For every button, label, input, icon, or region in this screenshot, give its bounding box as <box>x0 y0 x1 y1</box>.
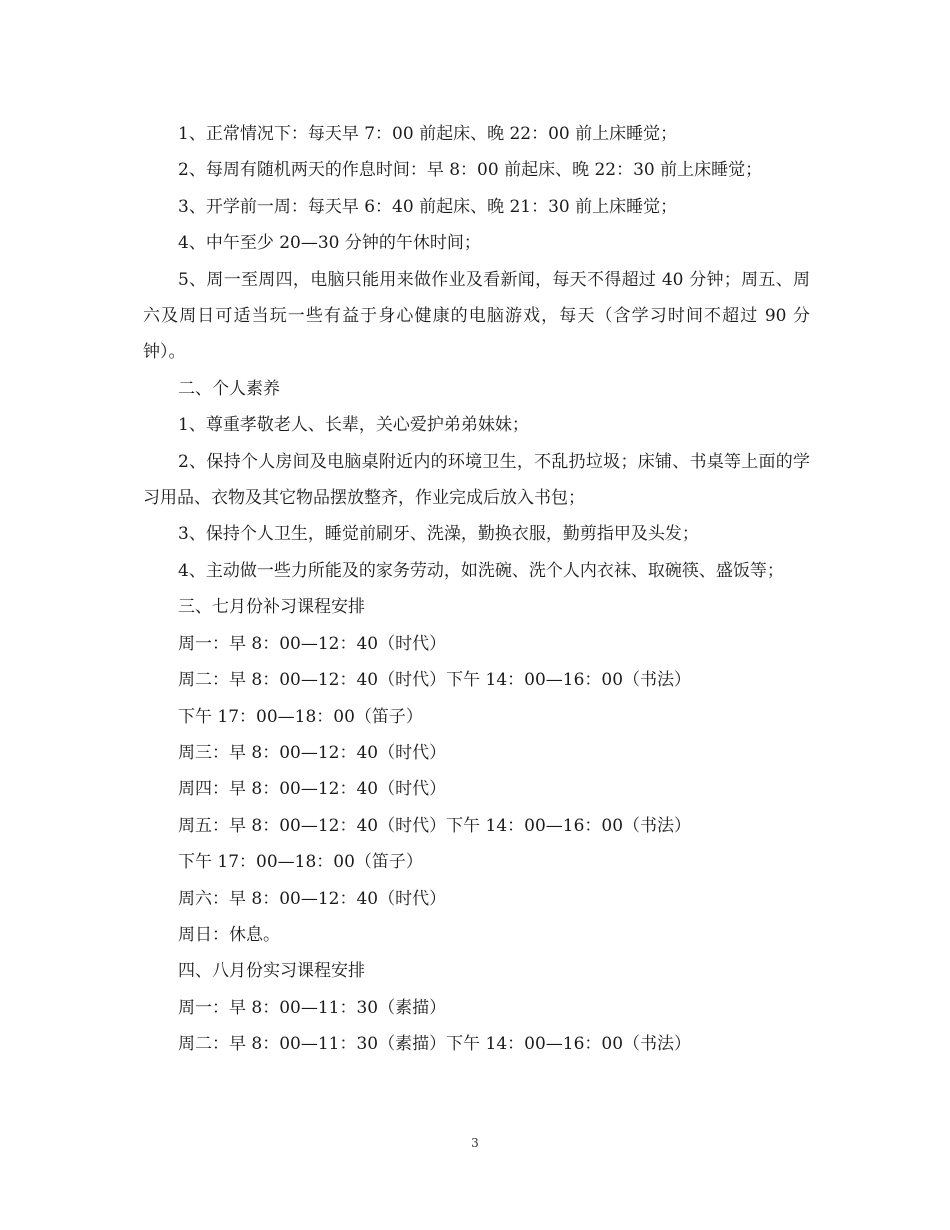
paragraph-nap-time: 4、中午至少 20—30 分钟的午休时间； <box>178 233 481 254</box>
schedule-line-july-sunday: 周日：休息。 <box>178 924 280 945</box>
schedule-line-august-tuesday: 周二：早 8：00—11：30（素描）下午 14：00—16：00（书法） <box>178 1034 692 1055</box>
paragraph-respect-elders: 1、尊重孝敬老人、长辈，关心爱护弟弟妹妹； <box>178 415 529 436</box>
paragraph-schedule-pre-school: 3、开学前一周：每天早 6：40 前起床、晚 21：30 前上床睡觉； <box>178 196 678 217</box>
schedule-line-july-thursday: 周四：早 8：00—12：40（时代） <box>178 779 447 800</box>
schedule-line-july-saturday: 周六：早 8：00—12：40（时代） <box>178 888 447 909</box>
schedule-line-july-tuesday-evening: 下午 17：00—18：00（笛子） <box>178 706 423 727</box>
schedule-line-july-tuesday: 周二：早 8：00—12：40（时代）下午 14：00—16：00（书法） <box>178 670 692 691</box>
document-body <box>143 116 810 1063</box>
page-number: 3 <box>471 1136 479 1150</box>
paragraph-schedule-normal: 1、正常情况下：每天早 7：00 前起床、晚 22：00 前上床睡觉； <box>178 124 678 144</box>
section-heading-august-courses: 四、八月份实习课程安排 <box>178 961 365 982</box>
paragraph-computer-rules: 5、周一至周四，电脑只能用来做作业及看新闻，每天不得超过 40 分钟；周五、周六及周日可适当玩一些有益于身心健康的电脑游戏，每天（含学习时间不超过 90 分钟）。 <box>143 269 810 363</box>
paragraph-personal-hygiene: 3、保持个人卫生，睡觉前刷牙、洗澡，勤换衣服，勤剪指甲及头发； <box>178 524 699 545</box>
section-heading-personal-quality: 二、个人素养 <box>178 378 280 399</box>
schedule-line-august-monday: 周一：早 8：00—11：30（素描） <box>178 997 447 1018</box>
schedule-line-july-friday: 周五：早 8：00—12：40（时代）下午 14：00—16：00（书法） <box>178 815 692 836</box>
paragraph-housework: 4、主动做一些力所能及的家务劳动，如洗碗、洗个人内衣袜、取碗筷、盛饭等； <box>178 560 784 581</box>
paragraph-schedule-random-days: 2、每周有随机两天的作息时间：早 8：00 前起床、晚 22：30 前上床睡觉； <box>178 160 763 181</box>
section-heading-july-courses: 三、七月份补习课程安排 <box>178 597 365 618</box>
schedule-line-july-wednesday: 周三：早 8：00—12：40（时代） <box>178 742 447 763</box>
schedule-line-july-friday-evening: 下午 17：00—18：00（笛子） <box>178 852 423 873</box>
schedule-line-july-monday: 周一：早 8：00—12：40（时代） <box>178 633 447 654</box>
paragraph-room-hygiene: 2、保持个人房间及电脑桌附近内的环境卫生，不乱扔垃圾；床铺、书桌等上面的学习用品、衣物及其它物品摆放整齐，作业完成后放入书包； <box>143 451 810 509</box>
